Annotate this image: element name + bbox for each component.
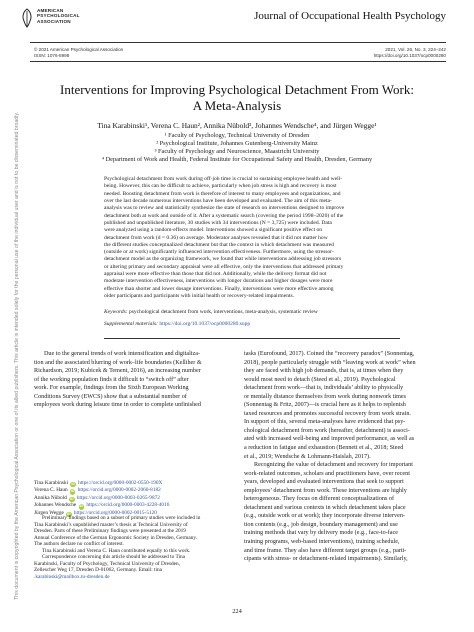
abstract-line: being. However, this can be difficult to achieve, particularly when job stress is high and recovery is most <box>104 183 337 190</box>
supplemental-materials <box>104 321 400 327</box>
body-line: Conditions Survey (EWCS) show that a substantial number of <box>34 393 187 400</box>
note-line: Preliminary findings based on a subset of primary studies were included in <box>42 515 201 521</box>
orcid-author: Johannes Wendsche <box>34 502 77 509</box>
body-line: ated with increased well-being and improved performance, as well as <box>244 436 415 443</box>
keywords-text: psychological detachment from work, interventions, meta-analysis, systematic review <box>129 309 318 315</box>
body-line: chological detachment from work (hereafter, detachment) is associ- <box>244 427 410 434</box>
note-line: Tina Karabinski’s unpublished master’s thesis at Technical University of <box>34 521 188 528</box>
header-rule <box>30 42 446 43</box>
logo-line-1: AMERICAN <box>37 8 64 13</box>
supplemental-label: Supplemental materials: <box>104 321 158 327</box>
body-line: employees’ detachment from work. These interventions are highly <box>244 487 407 494</box>
abstract-line: detachment from work (d = 0.36) on average. Moderator analyses revealed that it did not matter how <box>104 234 328 241</box>
email-link[interactable]: .karabinski@mailbox.tu-dresden.de <box>34 573 110 580</box>
body-line: tion contents (e.g., job design, boundary management) and use <box>244 521 398 528</box>
body-line: detachment and various contexts in which detachment takes place <box>244 504 406 511</box>
note-line: Annual Conference of the German Ergonomic Society in Dresden, Germany. <box>34 534 197 541</box>
orcid-author: Tina Karabinski <box>34 480 69 486</box>
body-line: tion and the associated blurring of work–life boundaries (Kelliher & <box>34 359 202 366</box>
abstract-line: were analyzed using a random-effects model. Interventions showed a significant positive effect on <box>104 227 323 234</box>
orcid-row <box>34 495 169 502</box>
body-line: detachment from work—that is, individuals’ ability to physically <box>244 385 404 392</box>
affiliation-1: ¹ Faculty of Psychology, Technical University of Dresden <box>164 132 310 139</box>
orcid-icon: iD <box>79 504 84 509</box>
apa-logo <box>20 6 90 34</box>
author-note <box>34 515 232 580</box>
volume-line: 2021, Vol. 26, No. 3, 224–242 <box>385 47 446 52</box>
page-number: 224 <box>232 608 242 615</box>
body-line: (e.g., outside work or at work); they incorporate diverse interven- <box>244 513 405 520</box>
abstract-line: detachment both at work and outside of it. After a systematic search (covering the period 1998–2020) of the <box>104 212 344 219</box>
title-line-1: Interventions for Improving Psychological Detachment From Work: <box>60 82 414 97</box>
body-line: training methods that vary by delivery mode (e.g., face-to-face <box>244 530 398 537</box>
header-rule-bottom <box>30 61 446 62</box>
volume-meta <box>374 47 446 58</box>
body-line: cipants with stress- or detachment-related impairments). Similarly, <box>244 556 408 563</box>
right-column <box>244 350 446 564</box>
orcid-list <box>34 480 169 517</box>
abstract-line: appraisal were more effective than those that did not. Additionally, while the delivery format did not <box>104 271 327 278</box>
orcid-author: Verena C. Haun <box>34 487 68 494</box>
abstract-line: older participants and participants with initial health or recovery-related impairments. <box>104 293 295 299</box>
doi-line[interactable]: https://doi.org/10.1037/ocp0000280 <box>373 52 446 58</box>
body-line: taxed resources and promotes successful recovery from work strain. <box>244 410 411 417</box>
affiliation-3: ³ Faculty of Psychology and Neuroscience, Maastricht University <box>154 148 320 155</box>
note-line: Zellescher Weg 17, Dresden D-01062, Germany. Email: tina <box>34 567 162 574</box>
abstract-rule <box>104 338 400 339</box>
copyright-side-note-text: This document is copyrighted by the American Psychological Association or one of its allied publishers. This article is intended solely for the personal use of the individual user and is not to be disseminated broadly. <box>14 112 20 600</box>
logo-line-3: ASSOCIATION <box>37 18 71 24</box>
supplemental-link[interactable]: https://doi.org/10.1037/ocp0000280.supp <box>159 321 251 327</box>
body-line: heterogeneous. They focus on different conceptualizations of <box>244 496 394 503</box>
body-line: work-related outcomes, scholars and practitioners have, over recent <box>244 470 410 477</box>
orcid-link[interactable]: https://orcid.org/0000-0003-0265-9872 <box>76 494 160 501</box>
left-column <box>34 350 232 410</box>
orcid-author: Jürgen Wegge <box>34 509 64 516</box>
affiliation-2: ² Psychological Institute, Johannes Gutenberg-University Mainz <box>156 140 318 147</box>
journal-name: Journal of Occupational Health Psychology <box>254 10 446 22</box>
abstract-line: analysis was to review and statistically synthesize the state of research on interventions designed to improve <box>104 205 345 212</box>
orcid-icon: iD <box>71 489 75 494</box>
apa-logo-icon <box>20 8 34 28</box>
body-line: Richardson, 2019; Kubicek & Tement, 2016), an increasing number <box>34 368 201 375</box>
logo-line-2: PSYCHOLOGICAL <box>37 13 80 19</box>
abstract-line: detachment model as the organizing framework, we found that while interventions addressing job stressors <box>104 256 342 263</box>
abstract-line: needed. Boosting detachment from work is therefore of interest to many employees and organizations, and <box>104 190 341 197</box>
orcid-row <box>34 487 169 494</box>
orcid-row <box>34 502 169 509</box>
body-line: they are faced with high job demands, that is, at times when they <box>244 368 404 375</box>
abstract-line: effective than shorter and lower dosage interventions. Finally, interventions were more effective among <box>104 285 334 292</box>
body-line: 2018), people particularly struggle with “leaving work at work” when <box>244 359 416 366</box>
abstract-line: the different studies conceptualized detachment but that the context in which detachment was measured <box>104 241 334 248</box>
body-line: years, developed and evaluated interventions that seek to support <box>244 479 404 486</box>
orcid-link[interactable]: https://orcid.org/0000-0003-4228-4016 <box>86 502 170 509</box>
body-line: Recognizing the value of detachment and recovery for important <box>254 462 413 469</box>
body-line: training programs, web-based interventions), training schedule, <box>244 539 400 546</box>
orcid-row <box>34 480 169 487</box>
body-line: a reduction in fatigue and exhaustion (Bennett et al., 2018; Steed <box>244 445 404 452</box>
orcid-link[interactable]: https://orcid.org/0000-0002-0550-190X <box>78 480 163 486</box>
keywords-label: Keywords: <box>104 309 128 315</box>
abstract-line: moderate intervention effectiveness, interventions with longer durations and higher dosages were more <box>104 278 333 285</box>
orcid-author: Annika Nübold <box>34 494 67 501</box>
abstract <box>104 176 400 300</box>
copyright-meta <box>34 47 123 58</box>
note-line: Karabinski, Faculty of Psychology, Technical University of Dresden, <box>34 560 180 567</box>
abstract-line: Psychological detachment from work during off-job time is crucial to sustaining employee health and well- <box>104 176 343 182</box>
body-line: tasks (Eurofound, 2017). Coined the “recovery paradox” (Sonnentag, <box>244 351 415 357</box>
body-line: In support of this, several meta-analyses have evidenced that psy- <box>244 419 406 426</box>
keywords <box>104 309 400 315</box>
title-line-2: A Meta-Analysis <box>192 97 282 113</box>
note-line: Correspondence concerning this article should be addressed to Tina <box>42 554 185 561</box>
orcid-link[interactable]: https://orcid.org/0000-0002-2060-8182 <box>77 487 161 494</box>
affiliation-4: ⁴ Department of Work and Health, Federal Institute for Occupational Safety and Health, Dresden, Germany <box>101 156 373 163</box>
abstract-line: published and unpublished literature, 30 studies with 34 interventions (N = 3,725) were included. Data <box>104 219 332 226</box>
issn-line: ISSN: 1076-8998 <box>34 52 70 58</box>
body-line: et al., 2019; Wendsche & Lohmann-Haislah, 2017). <box>244 453 371 460</box>
abstract-line: or altering primary and secondary appraisal were all effective, only the interventions that addressed primary <box>104 263 344 270</box>
abstract-line: over the last decade numerous interventions have been developed and evaluated. The aim of this meta- <box>104 197 332 204</box>
body-line: (Sonnentag & Fritz, 2007)—is crucial here as it helps to replenish <box>244 402 406 409</box>
body-line: or mentally distance themselves from work during nonwork times <box>244 393 407 400</box>
note-line: The authors declare no conflict of interest. <box>34 541 124 548</box>
note-line: Dresden. Parts of these Preliminary findings were presented at the 2019 <box>34 528 186 535</box>
article-title <box>0 82 474 113</box>
body-line: Due to the general trends of work intensification and digitaliza- <box>44 351 201 357</box>
orcid-icon: iD <box>70 496 74 501</box>
abstract-line: (outside or at work) significantly influenced intervention effectiveness. Furthermore, using the stressor- <box>104 249 334 256</box>
body-line: of the working population finds it difficult to “switch off” after <box>34 376 189 383</box>
author-list: Tina Karabinski¹, Verena C. Haun², Annika Nübold³, Johannes Wendsche⁴, and Jürgen Wegge¹ <box>97 121 377 130</box>
orcid-icon: iD <box>67 511 71 516</box>
note-line: Tina Karabinski and Verena C. Haun contributed equally to this work. <box>42 547 191 554</box>
body-line: work. For example, findings from the Sixth European Working <box>34 385 189 392</box>
orcid-icon: iD <box>71 482 75 486</box>
body-line: would most need to detach (Steed et al., 2019). Psychological <box>244 376 396 383</box>
orcid-link[interactable]: https://orcid.org/0000-0002-0015-5120 <box>73 509 157 516</box>
body-line: employees work during leisure time in order to complete unfinished <box>34 402 201 409</box>
copyright-line: © 2021 American Psychological Association <box>34 47 124 52</box>
body-line: and time frame. They also have different target groups (e.g., parti- <box>244 547 407 554</box>
